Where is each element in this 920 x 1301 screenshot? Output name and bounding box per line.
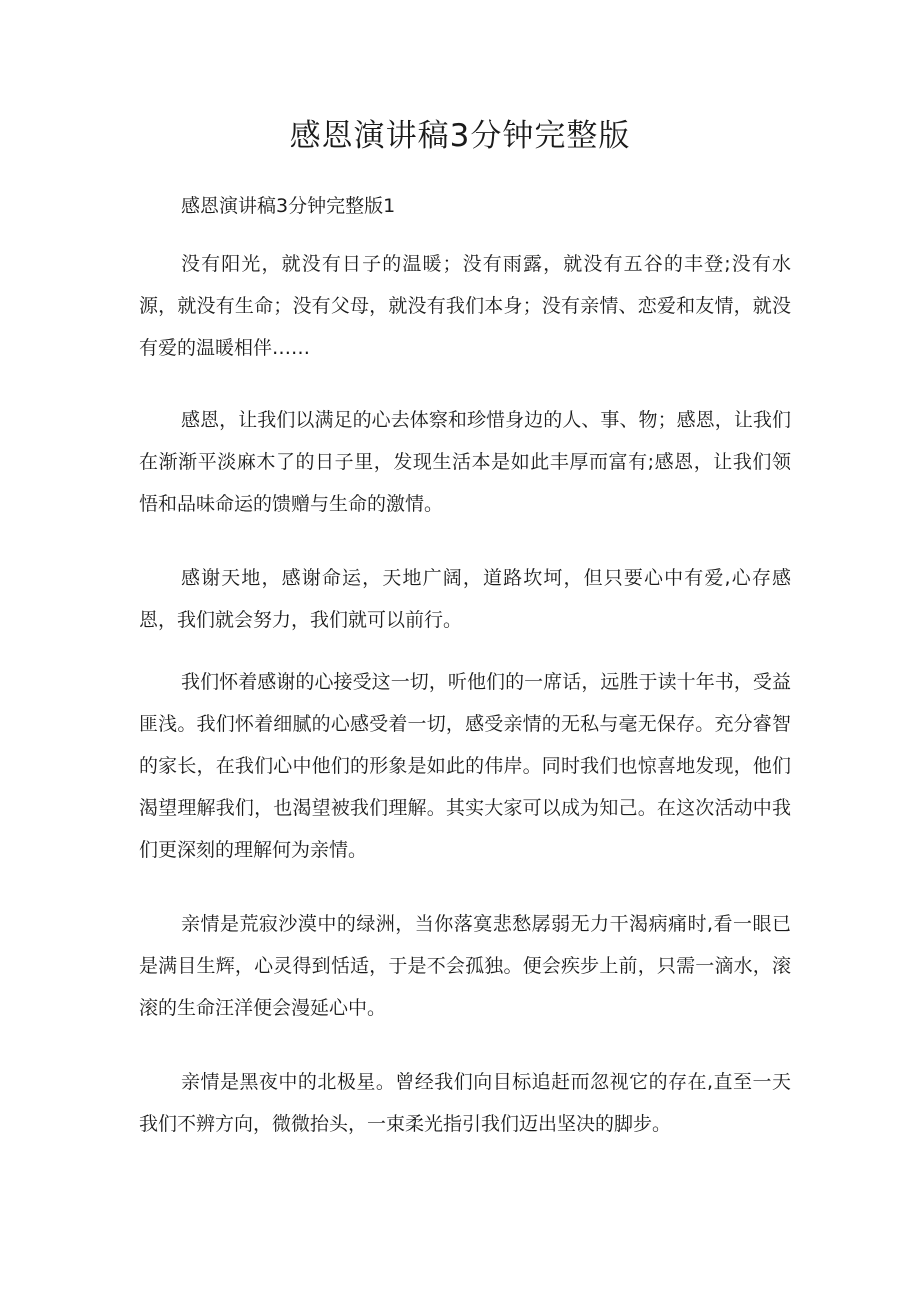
paragraph: 没有阳光，就没有日子的温暖；没有雨露，就没有五谷的丰登;没有水源，就没有生命；没有父母，就没有我们本身；没有亲情、恋爱和友情，就没有爱的温暖相伴…… — [139, 253, 791, 359]
document-title: 感恩演讲稿3分钟完整版 — [289, 118, 631, 154]
paragraph: 感谢天地，感谢命运，天地广阔，道路坎坷，但只要心中有爱,心存感恩，我们就会努力，我们就可以前行。 — [139, 567, 791, 631]
section-subtitle: 感恩演讲稿3分钟完整版1 — [181, 195, 396, 217]
paragraph: 我们怀着感谢的心接受这一切，听他们的一席话，远胜于读十年书，受益匪浅。我们怀着细腻的心感受着一切，感受亲情的无私与毫无保存。充分睿智的家长，在我们心中他们的形象是如此的伟岸。同时我们也惊喜地发现，他们渴望理解我们，也渴望被我们理解。其实大家可以成为知己。在这次活动中我们更深刻的理解何为亲情。 — [139, 671, 791, 861]
paragraph: 亲情是荒寂沙漠中的绿洲，当你落寞悲愁孱弱无力干渴病痛时,看一眼已是满目生辉，心灵得到恬适，于是不会孤独。便会疾步上前，只需一滴水，滚滚的生命汪洋便会漫延心中。 — [139, 913, 791, 1019]
paragraph: 亲情是黑夜中的北极星。曾经我们向目标追赶而忽视它的存在,直至一天我们不辨方向，微微抬头，一束柔光指引我们迈出坚决的脚步。 — [139, 1071, 791, 1135]
paragraph: 感恩，让我们以满足的心去体察和珍惜身边的人、事、物；感恩，让我们在渐渐平淡麻木了的日子里，发现生活本是如此丰厚而富有;感恩，让我们领悟和品味命运的馈赠与生命的激情。 — [139, 409, 791, 515]
